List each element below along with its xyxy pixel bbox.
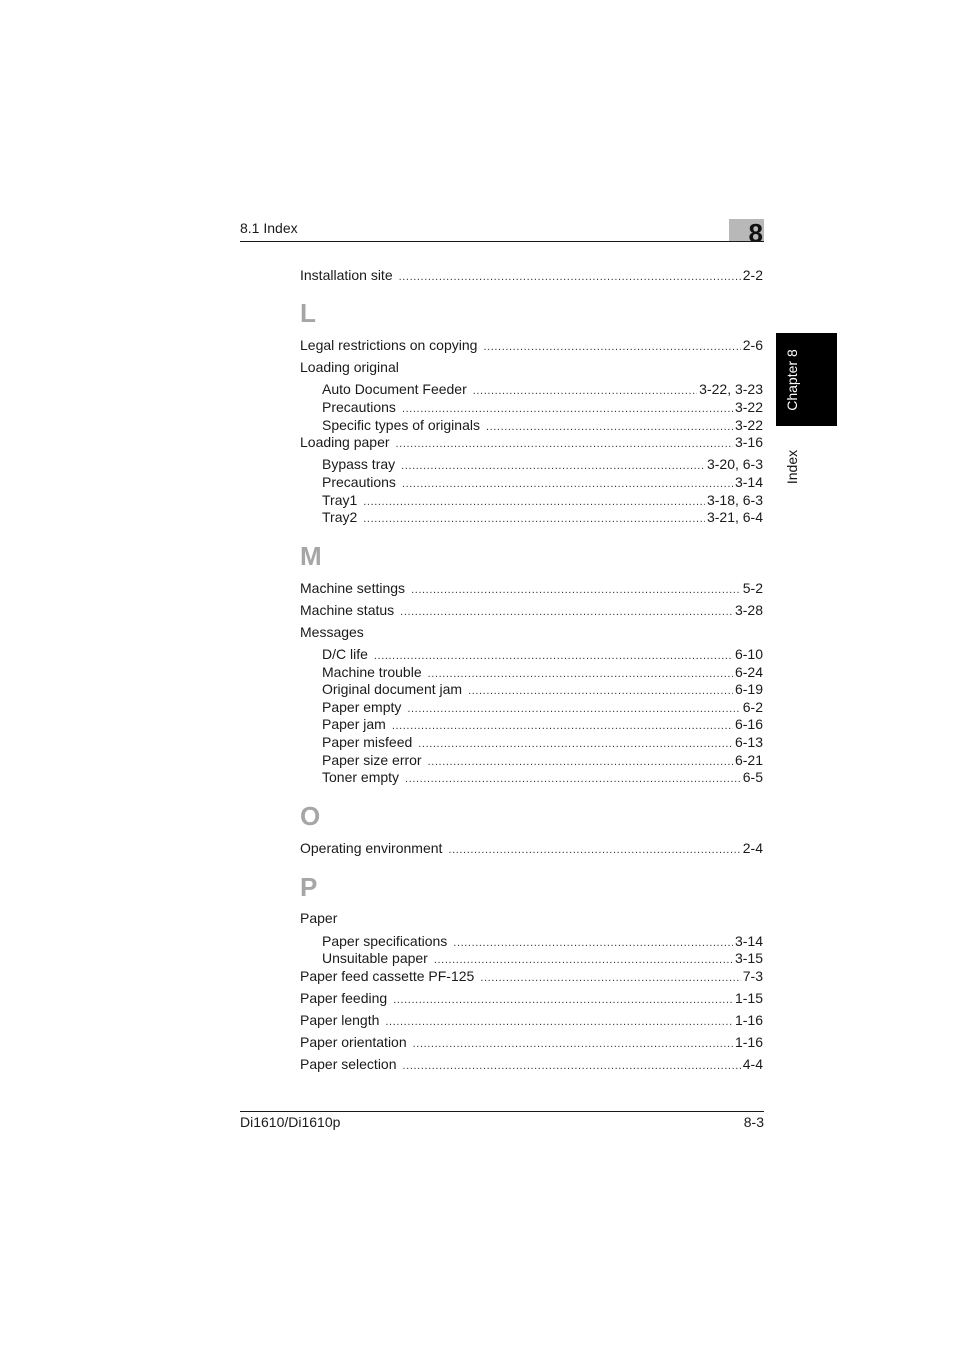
entry-label: Messages <box>300 624 364 640</box>
entry-label: Toner empty <box>322 769 400 785</box>
entry-page-ref: 6-19 <box>734 681 763 697</box>
entry-page-ref: 3-15 <box>734 950 763 966</box>
entry-page-ref: 5-2 <box>742 580 763 596</box>
entry-label: Paper feeding <box>300 990 388 1006</box>
dot-leader <box>399 268 741 286</box>
entry-label: Auto Document Feeder <box>322 381 467 397</box>
entry-page-ref: 3-22 <box>734 417 763 433</box>
dot-leader <box>396 435 733 453</box>
index-subentry <box>322 663 763 681</box>
index-entry <box>300 909 763 927</box>
entry-page-ref: 6-21 <box>734 752 763 768</box>
entry-page-ref: 3-28 <box>734 602 763 618</box>
index-entry <box>300 266 763 284</box>
index-entry <box>300 839 763 857</box>
dot-leader <box>411 581 741 599</box>
dot-leader <box>480 969 740 987</box>
entry-label: Loading original <box>300 359 399 375</box>
entry-label: Paper feed cassette PF-125 <box>300 968 475 984</box>
entry-label: Paper size error <box>322 752 422 768</box>
entry-page-ref: 3-20, 6-3 <box>706 456 763 472</box>
index-subentry <box>322 932 763 950</box>
entry-page-ref: 4-4 <box>742 1056 763 1072</box>
entry-label: Paper length <box>300 1012 380 1028</box>
entry-label: Paper orientation <box>300 1034 407 1050</box>
header-rule <box>240 241 764 242</box>
index-subentry <box>322 680 763 698</box>
model-name: Di1610/Di1610p <box>240 1114 341 1130</box>
section-letter: O <box>300 801 321 831</box>
dot-leader <box>400 603 733 621</box>
index-subentry <box>322 491 763 509</box>
entry-page-ref: 3-22 <box>734 399 763 415</box>
index-subentry <box>322 380 763 398</box>
dot-leader <box>385 1013 733 1031</box>
index-subentry <box>322 416 763 434</box>
index-entry <box>300 989 763 1007</box>
entry-page-ref: 3-18, 6-3 <box>706 492 763 508</box>
index-subentry <box>322 698 763 716</box>
entry-label: Bypass tray <box>322 456 396 472</box>
index-entry <box>300 1055 763 1073</box>
index-subentry <box>322 715 763 733</box>
entry-label: D/C life <box>322 646 368 662</box>
index-tab-label: Index <box>784 449 800 485</box>
entry-label: Tray2 <box>322 509 358 525</box>
entry-label: Unsuitable paper <box>322 950 428 966</box>
chapter-tab-label: Chapter 8 <box>784 349 800 411</box>
index-subentry <box>322 949 763 967</box>
entry-page-ref: 2-6 <box>742 337 763 353</box>
entry-label: Paper empty <box>322 699 402 715</box>
entry-label: Installation site <box>300 267 393 283</box>
index-subentry <box>322 455 763 473</box>
entry-label: Specific types of originals <box>322 417 480 433</box>
index-entry <box>300 336 763 354</box>
dot-leader <box>483 338 740 356</box>
index-entry <box>300 601 763 619</box>
dot-leader <box>413 1035 733 1053</box>
index-entry <box>300 358 763 376</box>
section-title: 8.1 Index <box>240 220 298 236</box>
index-subentry <box>322 768 763 786</box>
index-entry <box>300 1033 763 1051</box>
chapter-number-box <box>729 219 764 241</box>
entry-page-ref: 2-2 <box>742 267 763 283</box>
entry-page-ref: 1-16 <box>734 1012 763 1028</box>
entry-page-ref: 3-21, 6-4 <box>706 509 763 525</box>
entry-label: Original document jam <box>322 681 463 697</box>
index-subentry <box>322 473 763 491</box>
entry-label: Precautions <box>322 399 396 415</box>
entry-page-ref: 3-14 <box>734 933 763 949</box>
entry-page-ref: 3-16 <box>734 434 763 450</box>
entry-label: Tray1 <box>322 492 358 508</box>
index-subentry <box>322 398 763 416</box>
entry-page-ref: 1-15 <box>734 990 763 1006</box>
entry-page-ref: 2-4 <box>742 840 763 856</box>
entry-label: Machine status <box>300 602 395 618</box>
entry-page-ref: 6-16 <box>734 716 763 732</box>
dot-leader <box>448 841 740 859</box>
footer-rule <box>240 1111 764 1112</box>
entry-label: Machine trouble <box>322 664 422 680</box>
entry-page-ref: 1-16 <box>734 1034 763 1050</box>
chapter-number: 8 <box>748 219 763 241</box>
entry-label: Paper specifications <box>322 933 448 949</box>
entry-label: Machine settings <box>300 580 406 596</box>
section-letter: M <box>300 541 322 571</box>
entry-page-ref: 7-3 <box>742 968 763 984</box>
entry-label: Paper misfeed <box>322 734 413 750</box>
entry-label: Operating environment <box>300 840 443 856</box>
entry-page-ref: 6-10 <box>734 646 763 662</box>
index-subentry <box>322 751 763 769</box>
entry-page-ref: 3-14 <box>734 474 763 490</box>
entry-label: Precautions <box>322 474 396 490</box>
dot-leader <box>403 1057 741 1075</box>
page-number: 8-3 <box>743 1114 764 1130</box>
dot-leader <box>405 770 741 788</box>
entry-page-ref: 3-22, 3-23 <box>699 381 763 397</box>
entry-label: Legal restrictions on copying <box>300 337 478 353</box>
entry-label: Paper <box>300 910 338 926</box>
entry-label: Loading paper <box>300 434 390 450</box>
entry-label: Paper selection <box>300 1056 397 1072</box>
entry-page-ref: 6-24 <box>734 664 763 680</box>
index-entry <box>300 1011 763 1029</box>
index-subentry <box>322 733 763 751</box>
index-subentry <box>322 508 763 526</box>
section-letter: P <box>300 872 318 902</box>
entry-label: Paper jam <box>322 716 386 732</box>
entry-page-ref: 6-13 <box>734 734 763 750</box>
entry-page-ref: 6-2 <box>742 699 763 715</box>
section-letter: L <box>300 298 316 328</box>
index-entry <box>300 967 763 985</box>
dot-leader <box>393 991 733 1009</box>
index-entry <box>300 579 763 597</box>
entry-page-ref: 6-5 <box>742 769 763 785</box>
dot-leader <box>363 510 705 528</box>
index-entry <box>300 433 763 451</box>
index-entry <box>300 623 763 641</box>
index-subentry <box>322 645 763 663</box>
